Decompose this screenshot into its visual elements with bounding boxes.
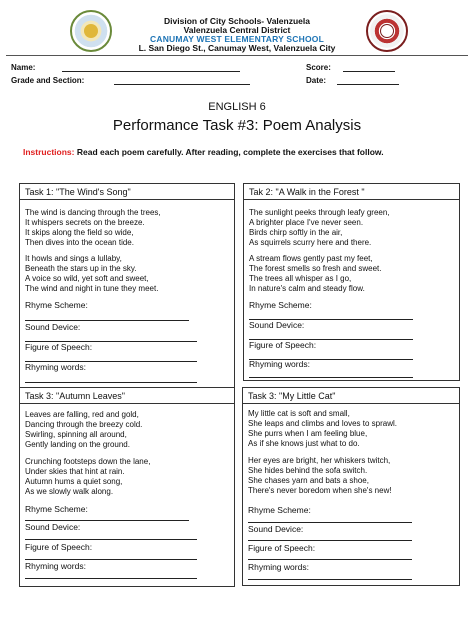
task-1-rhyme-blank[interactable] bbox=[25, 320, 189, 321]
subject-heading: ENGLISH 6 bbox=[208, 101, 266, 113]
task-3-title-divider bbox=[20, 403, 234, 404]
name-label: Name: bbox=[11, 63, 36, 72]
task-1-sound-label: Sound Device: bbox=[25, 322, 81, 332]
task-1-rhyme-label: Rhyme Scheme: bbox=[25, 300, 88, 310]
task-3-title: Task 3: "Autumn Leaves" bbox=[25, 391, 125, 401]
task-2-title: Tak 2: "A Walk in the Forest " bbox=[249, 187, 365, 197]
task-3-rhyme-blank[interactable] bbox=[25, 520, 189, 521]
task-4-stanza-1: My little cat is soft and small, She leaps and climbs and loves to sprawl. She purrs when I am feeling blue, As if she knows just what to do. bbox=[248, 409, 397, 448]
task-3-rhyming-label: Rhyming words: bbox=[25, 561, 86, 571]
grade-section-field[interactable] bbox=[114, 84, 250, 85]
task-3-rhyme-label: Rhyme Scheme: bbox=[25, 504, 88, 514]
task-1-stanza-1: The wind is dancing through the trees, It whispers secrets on the breeze. It skips along the field so wide, Then dives into the ocean tide. bbox=[25, 208, 161, 247]
task-4-rhyming-blank[interactable] bbox=[248, 579, 412, 580]
name-field[interactable] bbox=[62, 71, 240, 72]
instructions-label: Instructions: bbox=[23, 147, 75, 157]
task-4-box bbox=[242, 387, 460, 586]
school-name: CANUMAY WEST ELEMENTARY SCHOOL bbox=[150, 34, 324, 44]
task-2-sound-label: Sound Device: bbox=[249, 320, 305, 330]
school-address: L. San Diego St., Canumay West, Valenzuela City bbox=[138, 43, 336, 53]
task-3-figure-label: Figure of Speech: bbox=[25, 542, 93, 552]
task-1-box bbox=[19, 183, 235, 388]
task-4-sound-label: Sound Device: bbox=[248, 524, 304, 534]
task-4-rhyme-label: Rhyme Scheme: bbox=[248, 505, 311, 515]
task-2-rhyming-blank[interactable] bbox=[249, 377, 413, 378]
task-3-box bbox=[19, 387, 235, 587]
task-4-title-divider bbox=[243, 403, 459, 404]
task-4-figure-blank[interactable] bbox=[248, 559, 412, 560]
task-2-rhyming-label: Rhyming words: bbox=[249, 359, 310, 369]
grade-section-label: Grade and Section: bbox=[11, 76, 85, 85]
task-1-figure-label: Figure of Speech: bbox=[25, 342, 93, 352]
task-3-sound-blank[interactable] bbox=[25, 539, 197, 540]
task-2-figure-label: Figure of Speech: bbox=[249, 340, 317, 350]
task-4-rhyming-label: Rhyming words: bbox=[248, 562, 309, 572]
task-1-title-divider bbox=[20, 199, 234, 200]
task-4-rhyme-blank[interactable] bbox=[248, 522, 412, 523]
task-1-rhyming-blank[interactable] bbox=[25, 382, 197, 383]
task-2-stanza-2: A stream flows gently past my feet, The forest smells so fresh and sweet. The trees all whisper as I go, In nature's calm and steady flow. bbox=[249, 254, 382, 293]
task-1-stanza-2: It howls and sings a lullaby, Beneath the stars up in the sky. A voice so wild, yet soft and sweet, The wind and night in tune they meet. bbox=[25, 254, 159, 293]
task-1-rhyming-label: Rhyming words: bbox=[25, 362, 86, 372]
score-field[interactable] bbox=[343, 71, 395, 72]
task-2-rhyme-label: Rhyme Scheme: bbox=[249, 300, 312, 310]
instructions-text: Read each poem carefully. After reading, complete the exercises that follow. bbox=[74, 147, 384, 157]
header-divider bbox=[6, 55, 468, 56]
task-4-stanza-2: Her eyes are bright, her whiskers twitch, She hides behind the sofa switch. She chases yarn and bats a shoe, There's never boredom when she's new! bbox=[248, 456, 392, 495]
task-3-figure-blank[interactable] bbox=[25, 559, 197, 560]
task-3-stanza-2: Crunching footsteps down the lane, Under skies that hint at rain. Autumn hums a quiet song, As we slowly walk along. bbox=[25, 457, 151, 496]
task-3-rhyming-blank[interactable] bbox=[25, 578, 197, 579]
task-4-figure-label: Figure of Speech: bbox=[248, 543, 316, 553]
score-label: Score: bbox=[306, 63, 331, 72]
task-2-title-divider bbox=[244, 199, 459, 200]
task-4-sound-blank[interactable] bbox=[248, 540, 412, 541]
date-label: Date: bbox=[306, 76, 327, 85]
task-3-stanza-1: Leaves are falling, red and gold, Dancing through the breezy cold. Swirling, spinning all around, Gently landing on the ground. bbox=[25, 410, 143, 449]
task-3-sound-label: Sound Device: bbox=[25, 522, 81, 532]
date-field[interactable] bbox=[337, 84, 399, 85]
task-1-title: Task 1: "The Wind's Song" bbox=[25, 187, 131, 197]
task-4-title: Task 3: "My Little Cat" bbox=[248, 391, 336, 401]
division-name: Division of City Schools- Valenzuela bbox=[164, 16, 310, 26]
task-2-box bbox=[243, 183, 460, 381]
task-2-stanza-1: The sunlight peeks through leafy green, A brighter place I've never seen. Birds chirp softly in the air, As squirrels scurry here and there. bbox=[249, 208, 390, 247]
instructions bbox=[23, 147, 453, 158]
page-title: Performance Task #3: Poem Analysis bbox=[112, 117, 362, 134]
district-name: Valenzuela Central District bbox=[183, 25, 291, 35]
